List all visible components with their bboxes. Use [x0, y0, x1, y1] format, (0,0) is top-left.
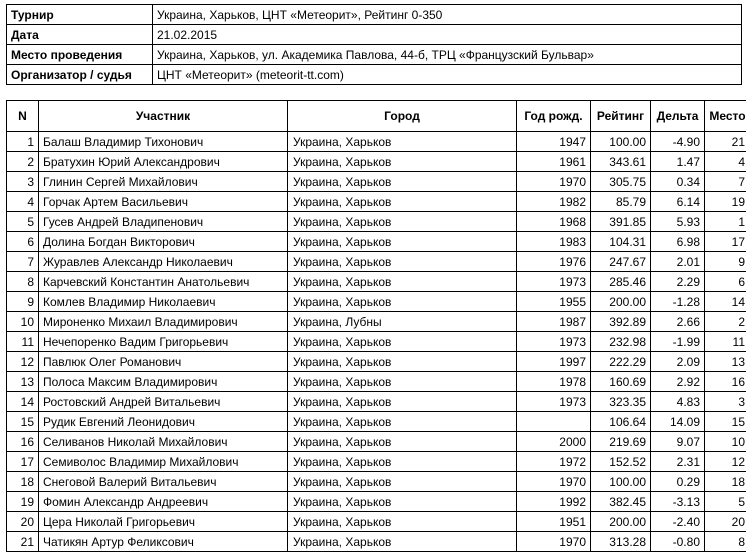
rating-value: 222.29	[591, 352, 651, 372]
birth-year: 1970	[517, 532, 591, 552]
rating-value: 104.31	[591, 232, 651, 252]
row-number: 8	[7, 272, 39, 292]
birth-year: 1968	[517, 212, 591, 232]
birth-year: 1992	[517, 492, 591, 512]
date-label: Дата	[7, 25, 153, 45]
participant-city: Украина, Харьков	[288, 252, 517, 272]
delta-value: 4.83	[651, 392, 705, 412]
header-birth-year: Год рожд.	[517, 101, 591, 132]
delta-value: 6.98	[651, 232, 705, 252]
venue-label: Место проведения	[7, 45, 153, 65]
row-number: 3	[7, 172, 39, 192]
tournament-value: Украина, Харьков, ЦНТ «Метеорит», Рейтинг 0-350	[153, 5, 742, 25]
delta-value: -2.40	[651, 512, 705, 532]
delta-value: -4.90	[651, 132, 705, 152]
header-rating: Рейтинг	[591, 101, 651, 132]
delta-value: -0.80	[651, 532, 705, 552]
birth-year: 1982	[517, 192, 591, 212]
table-row	[7, 192, 746, 212]
participant-name: Глинин Сергей Михайлович	[39, 172, 288, 192]
place-value: 10	[705, 432, 746, 452]
row-number: 17	[7, 452, 39, 472]
place-value: 14	[705, 292, 746, 312]
participant-name: Нечепоренко Вадим Григорьевич	[39, 332, 288, 352]
rating-value: 160.69	[591, 372, 651, 392]
table-row	[7, 372, 746, 392]
delta-value: 9.07	[651, 432, 705, 452]
place-value: 15	[705, 412, 746, 432]
table-row	[7, 232, 746, 252]
delta-value: -1.28	[651, 292, 705, 312]
participant-name: Павлюк Олег Романович	[39, 352, 288, 372]
participant-name: Рудик Евгений Леонидович	[39, 412, 288, 432]
tournament-label: Турнир	[7, 5, 153, 25]
place-value: 20	[705, 512, 746, 532]
participant-city: Украина, Харьков	[288, 512, 517, 532]
results-table	[6, 100, 746, 552]
birth-year: 1972	[517, 452, 591, 472]
row-number: 18	[7, 472, 39, 492]
participant-city: Украина, Харьков	[288, 292, 517, 312]
participant-city: Украина, Харьков	[288, 392, 517, 412]
results-body	[7, 132, 746, 552]
place-value: 4	[705, 152, 746, 172]
participant-name: Полоса Максим Владимирович	[39, 372, 288, 392]
birth-year: 1976	[517, 252, 591, 272]
row-number: 4	[7, 192, 39, 212]
rating-value: 392.89	[591, 312, 651, 332]
header-number: N	[7, 101, 39, 132]
participant-city: Украина, Харьков	[288, 492, 517, 512]
table-row	[7, 452, 746, 472]
birth-year: 1951	[517, 512, 591, 532]
participant-city: Украина, Харьков	[288, 372, 517, 392]
table-row	[7, 292, 746, 312]
place-value: 6	[705, 272, 746, 292]
row-number: 11	[7, 332, 39, 352]
rating-value: 200.00	[591, 292, 651, 312]
place-value: 13	[705, 352, 746, 372]
rating-value: 106.64	[591, 412, 651, 432]
rating-value: 391.85	[591, 212, 651, 232]
table-row	[7, 152, 746, 172]
row-number: 1	[7, 132, 39, 152]
place-value: 16	[705, 372, 746, 392]
venue-value: Украина, Харьков, ул. Академика Павлова, 44-б, ТРЦ «Французский Бульвар»	[153, 45, 742, 65]
organizer-value: ЦНТ «Метеорит» (meteorit-tt.com)	[153, 65, 742, 85]
place-value: 17	[705, 232, 746, 252]
rating-value: 200.00	[591, 512, 651, 532]
row-number: 2	[7, 152, 39, 172]
participant-city: Украина, Харьков	[288, 192, 517, 212]
row-number: 14	[7, 392, 39, 412]
birth-year: 1997	[517, 352, 591, 372]
place-value: 8	[705, 532, 746, 552]
delta-value: 1.47	[651, 152, 705, 172]
rating-value: 323.35	[591, 392, 651, 412]
date-row	[7, 25, 742, 45]
header-delta: Дельта	[651, 101, 705, 132]
rating-value: 343.61	[591, 152, 651, 172]
place-value: 1	[705, 212, 746, 232]
birth-year: 1970	[517, 472, 591, 492]
place-value: 21	[705, 132, 746, 152]
rating-value: 247.67	[591, 252, 651, 272]
delta-value: -3.13	[651, 492, 705, 512]
delta-value: 2.66	[651, 312, 705, 332]
venue-row	[7, 45, 742, 65]
participant-name: Ростовский Андрей Витальевич	[39, 392, 288, 412]
delta-value: 5.93	[651, 212, 705, 232]
participant-city: Украина, Харьков	[288, 272, 517, 292]
row-number: 12	[7, 352, 39, 372]
table-row	[7, 312, 746, 332]
table-row	[7, 392, 746, 412]
delta-value: 2.92	[651, 372, 705, 392]
table-row	[7, 352, 746, 372]
participant-name: Снеговой Валерий Витальевич	[39, 472, 288, 492]
place-value: 3	[705, 392, 746, 412]
row-number: 9	[7, 292, 39, 312]
rating-value: 313.28	[591, 532, 651, 552]
birth-year: 2000	[517, 432, 591, 452]
place-value: 12	[705, 452, 746, 472]
place-value: 7	[705, 172, 746, 192]
birth-year: 1983	[517, 232, 591, 252]
table-row	[7, 492, 746, 512]
participant-city: Украина, Харьков	[288, 212, 517, 232]
table-row	[7, 412, 746, 432]
results-header-row	[7, 101, 746, 132]
row-number: 21	[7, 532, 39, 552]
table-row	[7, 272, 746, 292]
birth-year: 1978	[517, 372, 591, 392]
table-row	[7, 132, 746, 152]
table-row	[7, 212, 746, 232]
participant-city: Украина, Харьков	[288, 352, 517, 372]
row-number: 20	[7, 512, 39, 532]
participant-city: Украина, Харьков	[288, 532, 517, 552]
rating-value: 152.52	[591, 452, 651, 472]
participant-name: Братухин Юрий Александрович	[39, 152, 288, 172]
rating-value: 285.46	[591, 272, 651, 292]
row-number: 5	[7, 212, 39, 232]
participant-name: Горчак Артем Васильевич	[39, 192, 288, 212]
place-value: 2	[705, 312, 746, 332]
table-row	[7, 532, 746, 552]
row-number: 16	[7, 432, 39, 452]
birth-year: 1947	[517, 132, 591, 152]
row-number: 15	[7, 412, 39, 432]
rating-value: 382.45	[591, 492, 651, 512]
participant-name: Цера Николай Григорьевич	[39, 512, 288, 532]
delta-value: 2.29	[651, 272, 705, 292]
place-value: 11	[705, 332, 746, 352]
place-value: 18	[705, 472, 746, 492]
place-value: 9	[705, 252, 746, 272]
place-value: 19	[705, 192, 746, 212]
delta-value: 2.01	[651, 252, 705, 272]
birth-year: 1970	[517, 172, 591, 192]
participant-name: Комлев Владимир Николаевич	[39, 292, 288, 312]
participant-city: Украина, Харьков	[288, 412, 517, 432]
birth-year: 1973	[517, 272, 591, 292]
organizer-row	[7, 65, 742, 85]
participant-city: Украина, Лубны	[288, 312, 517, 332]
organizer-label: Организатор / судья	[7, 65, 153, 85]
row-number: 19	[7, 492, 39, 512]
participant-city: Украина, Харьков	[288, 132, 517, 152]
table-row	[7, 472, 746, 492]
birth-year: 1973	[517, 332, 591, 352]
tournament-info-table	[6, 4, 742, 85]
participant-name: Балаш Владимир Тихонович	[39, 132, 288, 152]
delta-value: -1.99	[651, 332, 705, 352]
rating-value: 100.00	[591, 472, 651, 492]
delta-value: 14.09	[651, 412, 705, 432]
participant-city: Украина, Харьков	[288, 332, 517, 352]
row-number: 6	[7, 232, 39, 252]
row-number: 7	[7, 252, 39, 272]
participant-name: Селиванов Николай Михайлович	[39, 432, 288, 452]
header-participant: Участник	[39, 101, 288, 132]
participant-name: Семиволос Владимир Михайлович	[39, 452, 288, 472]
table-row	[7, 432, 746, 452]
participant-name: Долина Богдан Викторович	[39, 232, 288, 252]
delta-value: 2.09	[651, 352, 705, 372]
birth-year	[517, 412, 591, 432]
header-place: Место	[705, 101, 746, 132]
participant-city: Украина, Харьков	[288, 152, 517, 172]
participant-name: Мироненко Михаил Владимирович	[39, 312, 288, 332]
rating-value: 232.98	[591, 332, 651, 352]
participant-city: Украина, Харьков	[288, 432, 517, 452]
participant-name: Журавлев Александр Николаевич	[39, 252, 288, 272]
birth-year: 1955	[517, 292, 591, 312]
delta-value: 0.29	[651, 472, 705, 492]
birth-year: 1987	[517, 312, 591, 332]
participant-name: Фомин Александр Андреевич	[39, 492, 288, 512]
delta-value: 6.14	[651, 192, 705, 212]
delta-value: 0.34	[651, 172, 705, 192]
birth-year: 1973	[517, 392, 591, 412]
row-number: 10	[7, 312, 39, 332]
participant-name: Чатикян Артур Феликсович	[39, 532, 288, 552]
participant-city: Украина, Харьков	[288, 172, 517, 192]
participant-name: Гусев Андрей Владипенович	[39, 212, 288, 232]
header-city: Город	[288, 101, 517, 132]
rating-value: 100.00	[591, 132, 651, 152]
table-row	[7, 332, 746, 352]
tournament-row	[7, 5, 742, 25]
participant-city: Украина, Харьков	[288, 472, 517, 492]
participant-city: Украина, Харьков	[288, 232, 517, 252]
table-row	[7, 512, 746, 532]
table-row	[7, 252, 746, 272]
delta-value: 2.31	[651, 452, 705, 472]
row-number: 13	[7, 372, 39, 392]
place-value: 5	[705, 492, 746, 512]
rating-value: 305.75	[591, 172, 651, 192]
participant-city: Украина, Харьков	[288, 452, 517, 472]
birth-year: 1961	[517, 152, 591, 172]
date-value: 21.02.2015	[153, 25, 742, 45]
participant-name: Карчевский Константин Анатольевич	[39, 272, 288, 292]
rating-value: 219.69	[591, 432, 651, 452]
table-row	[7, 172, 746, 192]
rating-value: 85.79	[591, 192, 651, 212]
